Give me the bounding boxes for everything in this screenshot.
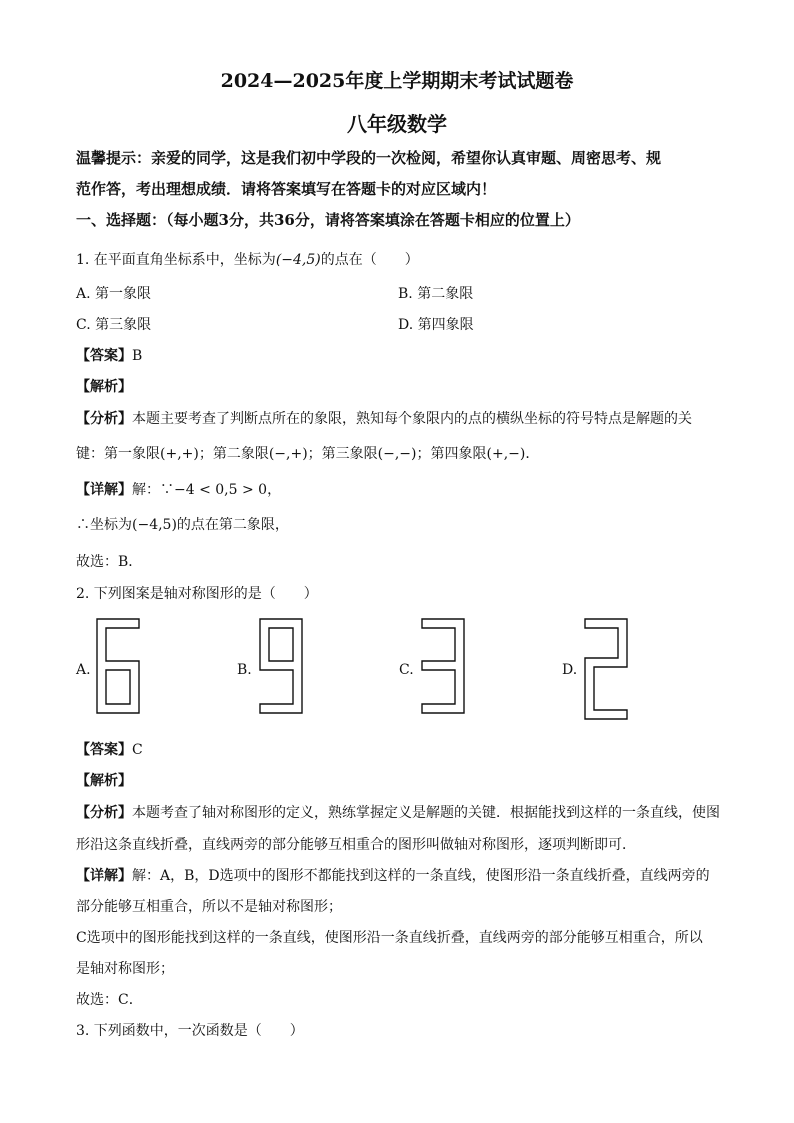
answer-tag: 【答案】 <box>76 742 132 758</box>
notice-line-1: 温馨提示：亲爱的同学，这是我们初中学段的一次检阅，希望你认真审题、周密思考、规 <box>76 149 662 167</box>
q1-coord: (−4,5) <box>275 252 321 268</box>
question-2-stem: 2. 下列图案是轴对称图形的是（ ） <box>76 586 318 602</box>
q2-detail-line-2: 部分能够互相重合，所以不是轴对称图形； <box>76 899 342 915</box>
detail-tag: 【详解】 <box>76 482 132 498</box>
notice-line-2: 范作答，考出理想成绩．请将答案填写在答题卡的对应区域内！ <box>76 180 497 198</box>
section-heading: 一、选择题：（每小题3分，共36分，请将答案填涂在答题卡相应的位置上） <box>76 211 580 229</box>
q1-option-c[interactable]: C. 第三象限 <box>76 317 152 333</box>
q1-fenxi-line-1 <box>76 408 692 428</box>
question-1-stem <box>76 249 419 269</box>
detail-tag: 【详解】 <box>76 868 132 884</box>
q1-detail-line-1 <box>76 479 281 499</box>
q1-conclusion: 故选：B． <box>76 554 143 570</box>
q1-option-b[interactable]: B. 第二象限 <box>398 286 474 302</box>
page-subtitle: 八年级数学 <box>347 112 447 136</box>
q1-answer-value: B <box>132 348 143 364</box>
q1-stem-before: 1. 在平面直角坐标系中，坐标为 <box>76 252 276 268</box>
q1-option-a[interactable]: A. 第一象限 <box>76 286 152 302</box>
q1-stem-after: 的点在（ ） <box>320 252 419 268</box>
q1-analysis-tag: 【解析】 <box>76 379 132 395</box>
question-3-stem: 3. 下列函数中，一次函数是（ ） <box>76 1023 304 1039</box>
answer-tag: 【答案】 <box>76 348 132 364</box>
q2-label-b[interactable]: B. <box>237 662 252 678</box>
figure-a-shape[interactable] <box>94 616 142 716</box>
q2-fenxi-text-1: 本题考查了轴对称图形的定义，熟练掌握定义是解题的关键．根据能找到这样的一条直线，使图 <box>132 805 720 821</box>
q2-fenxi-line-1 <box>76 802 720 822</box>
q2-answer <box>76 739 143 759</box>
q1-detail-line-2: ∴坐标为(−4,5)的点在第二象限， <box>76 517 289 533</box>
page-title: 2024—2025年度上学期期末考试试题卷 <box>220 70 574 92</box>
figure-d-shape[interactable] <box>582 616 630 722</box>
q2-label-a[interactable]: A. <box>76 662 91 678</box>
q1-answer <box>76 345 142 365</box>
fenxi-tag: 【分析】 <box>76 411 132 427</box>
q2-label-d[interactable]: D. <box>562 662 578 678</box>
q1-detail-text-1: 解：∵−4 < 0,5 > 0， <box>132 482 282 498</box>
figure-c-shape[interactable] <box>419 616 467 716</box>
fenxi-tag: 【分析】 <box>76 805 132 821</box>
q1-fenxi-line-2: 键：第一象限(+,+)；第二象限(−,+)；第三象限(−,−)；第四象限(+,−)． <box>76 446 540 462</box>
q2-detail-line-3: C选项中的图形能找到这样的一条直线，使图形沿一条直线折叠，直线两旁的部分能够互相重合，所以 <box>76 930 703 946</box>
q1-option-d[interactable]: D. 第四象限 <box>398 317 474 333</box>
q2-detail-line-4: 是轴对称图形； <box>76 961 174 977</box>
q2-detail-text-1: 解：A，B，D选项中的图形不都能找到这样的一条直线，使图形沿一条直线折叠，直线两旁的 <box>132 868 710 884</box>
figure-b-shape[interactable] <box>257 616 305 716</box>
q2-conclusion: 故选：C． <box>76 992 143 1008</box>
q2-analysis-tag: 【解析】 <box>76 773 132 789</box>
q1-fenxi-text-1: 本题主要考查了判断点所在的象限，熟知每个象限内的点的横纵坐标的符号特点是解题的关 <box>132 411 692 427</box>
q2-detail-line-1 <box>76 865 710 885</box>
q2-label-c[interactable]: C. <box>399 662 414 678</box>
q2-answer-value: C <box>132 742 143 758</box>
q2-fenxi-line-2: 形沿这条直线折叠，直线两旁的部分能够互相重合的图形叫做轴对称图形，逐项判断即可． <box>76 837 636 853</box>
